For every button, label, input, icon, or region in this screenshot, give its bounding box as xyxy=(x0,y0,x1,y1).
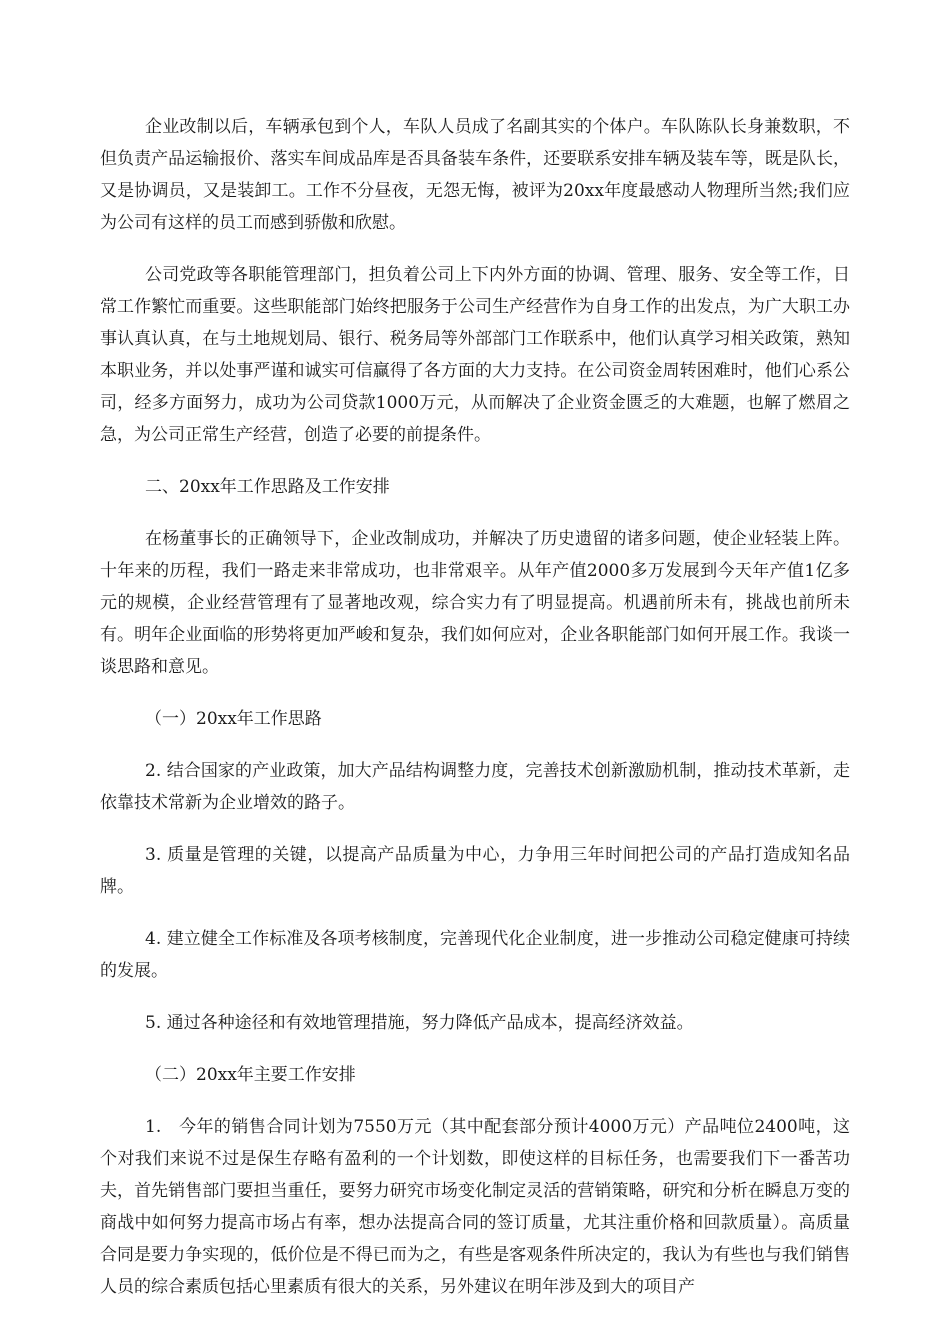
paragraph-vehicle-team: 企业改制以后，车辆承包到个人，车队人员成了名副其实的个体户。车队陈队长身兼数职，不但负责产品运输报价、落实车间成品库是否具备装车条件，还要联系安排车辆及装车等，既是队长，又是协调员，又是装卸工。工作不分昼夜，无怨无悔，被评为20xx年度最感动人物理所当然;我们应为公司有这样的员工而感到骄傲和欣慰。 xyxy=(100,117,850,233)
list-item-4-standards: 4. 建立健全工作标准及各项考核制度，完善现代化企业制度，进一步推动公司稳定健康可持续的发展。 xyxy=(100,929,850,981)
paragraph-leadership-review: 在杨董事长的正确领导下，企业改制成功，并解决了历史遗留的诸多问题，使企业轻装上阵。十年来的历程，我们一路走来非常成功，也非常艰辛。从年产值2000多万发展到今天年产值1亿多元的规模，企业经营管理有了显著地改观，综合实力有了明显提高。机遇前所未有，挑战也前所未有。明年企业面临的形势将更加严峻和复杂，我们如何应对，企业各职能部门如何开展工作。我谈一谈思路和意见。 xyxy=(100,529,850,677)
list-item-1-sales-plan: 1. 今年的销售合同计划为7550万元（其中配套部分预计4000万元）产品吨位2400吨，这个对我们来说不过是保生存略有盈利的一个计划数，即使这样的目标任务，也需要我们下一番苦功夫，首先销售部门要担当重任，要努力研究市场变化制定灵活的营销策略，研究和分析在瞬息万变的商战中如何努力提高市场占有率，想办法提高合同的签订质量，尤其注重价格和回款质量）。高质量合同是要力争实现的，低价位是不得已而为之，有些是客观条件所决定的，我认为有些也与我们销售人员的综合素质包括心里素质有很大的关系，另外建议在明年涉及到大的项目产 xyxy=(100,1117,850,1297)
list-item-2-industry-policy: 2. 结合国家的产业政策，加大产品结构调整力度，完善技术创新激励机制，推动技术革新，走依靠技术常新为企业增效的路子。 xyxy=(100,761,850,813)
paragraph-functional-departments: 公司党政等各职能管理部门，担负着公司上下内外方面的协调、管理、服务、安全等工作，日常工作繁忙而重要。这些职能部门始终把服务于公司生产经营作为自身工作的出发点，为广大职工办事认真认真，在与土地规划局、银行、税务局等外部部门工作联系中，他们认真学习相关政策，熟知本职业务，并以处事严谨和诚实可信赢得了各方面的大力支持。在公司资金周转困难时，他们心系公司，经多方面努力，成功为公司贷款1000万元，从而解决了企业资金匮乏的大难题，也解了燃眉之急，为公司正常生产经营，创造了必要的前提条件。 xyxy=(100,265,850,445)
subheading-work-ideas: （一）20xx年工作思路 xyxy=(145,709,322,729)
document-body xyxy=(100,111,850,1323)
section-heading-work-plan: 二、20xx年工作思路及工作安排 xyxy=(145,477,390,497)
list-item-5-cost-reduction: 5. 通过各种途径和有效地管理措施，努力降低产品成本，提高经济效益。 xyxy=(145,1013,694,1033)
list-item-3-quality: 3. 质量是管理的关键，以提高产品质量为中心，力争用三年时间把公司的产品打造成知名品牌。 xyxy=(100,845,850,897)
subheading-main-arrangements: （二）20xx年主要工作安排 xyxy=(145,1065,356,1085)
